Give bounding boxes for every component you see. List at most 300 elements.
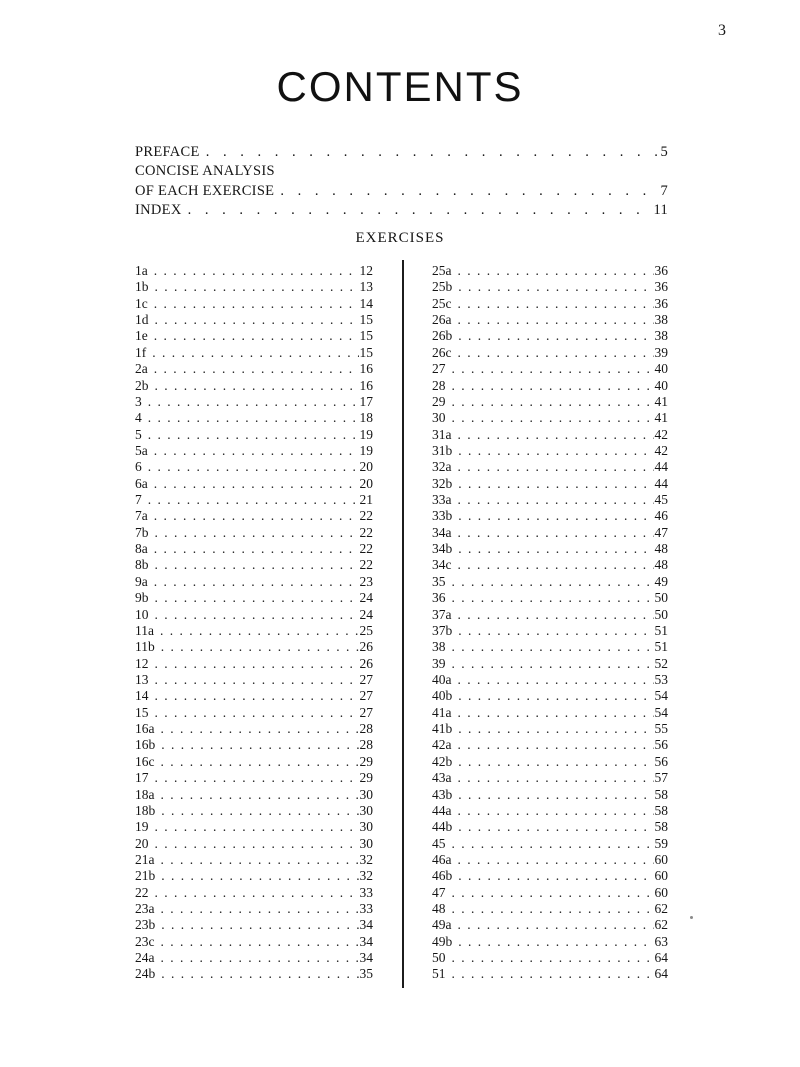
entry-page: 29 — [359, 753, 373, 769]
entry-page: 11 — [653, 201, 668, 218]
toc-entry — [432, 836, 668, 852]
toc-entry — [135, 688, 373, 704]
entry-label: 17 — [135, 770, 149, 786]
toc-entry — [135, 312, 373, 328]
dot-leader — [155, 378, 359, 394]
entry-label: 42b — [432, 753, 453, 769]
entry-label: 3 — [135, 393, 142, 409]
entry-label: CONCISE ANALYSIS — [135, 163, 275, 180]
dot-leader — [458, 525, 654, 541]
dot-leader — [458, 312, 654, 328]
entry-page: 53 — [654, 671, 668, 687]
entry-label: 25a — [432, 263, 452, 278]
entry-page: 38 — [654, 328, 668, 344]
entry-label: 9b — [135, 590, 149, 606]
toc-entry — [432, 525, 668, 541]
dot-leader — [148, 459, 359, 475]
toc-entry — [135, 754, 373, 770]
toc-entry — [135, 279, 373, 295]
entry-page: 15 — [359, 312, 373, 328]
dot-leader — [148, 427, 359, 443]
entry-label: 41a — [432, 704, 452, 720]
dot-leader — [161, 803, 358, 819]
toc-entry — [432, 901, 668, 917]
entry-label: 5a — [135, 442, 148, 458]
entry-label: 26c — [432, 344, 452, 360]
entry-label: 23c — [135, 933, 155, 949]
entry-label: 2b — [135, 377, 149, 393]
entry-label: 38 — [432, 639, 446, 655]
dot-leader — [154, 296, 359, 312]
entry-page: 28 — [359, 721, 373, 737]
toc-entry — [135, 770, 373, 786]
entry-label: 43a — [432, 770, 452, 786]
dot-leader — [458, 819, 653, 835]
dot-leader — [458, 770, 654, 786]
entry-page: 64 — [654, 950, 668, 966]
entry-page: 17 — [359, 393, 373, 409]
toc-entry — [432, 607, 668, 623]
entry-label: 51 — [432, 966, 446, 982]
dot-leader — [155, 819, 359, 835]
dot-leader — [458, 328, 653, 344]
toc-entry — [432, 656, 668, 672]
dot-leader — [155, 557, 359, 573]
dot-leader — [154, 476, 359, 492]
dot-leader — [161, 721, 359, 737]
entry-page: 24 — [359, 606, 373, 622]
entry-label: 13 — [135, 671, 149, 687]
dot-leader — [458, 541, 653, 557]
entry-label: 24b — [135, 966, 156, 982]
toc-entry — [432, 296, 668, 312]
toc-entry — [432, 410, 668, 426]
toc-entry — [432, 639, 668, 655]
dot-leader — [155, 885, 359, 901]
dot-leader — [148, 410, 359, 426]
entry-label: 37a — [432, 606, 452, 622]
entry-label: INDEX — [135, 201, 182, 218]
toc-entry — [432, 361, 668, 377]
dot-leader — [458, 852, 654, 868]
toc-entry — [135, 361, 373, 377]
entry-page: 39 — [654, 344, 668, 360]
entry-label: 32b — [432, 475, 453, 491]
entry-label: 31a — [432, 426, 452, 442]
entry-label: 33b — [432, 508, 453, 524]
dot-leader — [458, 934, 653, 950]
entry-label: 27 — [432, 361, 446, 377]
dot-leader — [155, 590, 359, 606]
dot-leader — [155, 279, 359, 295]
dot-leader — [458, 623, 653, 639]
entry-page: 64 — [654, 966, 668, 982]
toc-entry — [135, 394, 373, 410]
entry-page: 54 — [654, 704, 668, 720]
entry-label: 48 — [432, 901, 446, 917]
toc-entry — [135, 508, 373, 524]
dot-leader — [155, 312, 359, 328]
entry-page: 62 — [654, 917, 668, 933]
dot-leader — [452, 590, 654, 606]
entry-page: 41 — [654, 410, 668, 426]
entry-page: 60 — [654, 884, 668, 900]
entry-label: 16b — [135, 737, 156, 753]
entry-label: 34c — [432, 557, 452, 573]
toc-entry — [432, 885, 668, 901]
dot-leader — [154, 508, 359, 524]
dot-leader — [154, 361, 359, 377]
dot-leader — [458, 607, 654, 623]
entry-page: 27 — [359, 704, 373, 720]
entry-label: 46a — [432, 851, 452, 867]
entry-label: 15 — [135, 704, 149, 720]
entry-label: 21b — [135, 868, 156, 884]
toc-entry — [135, 201, 668, 220]
entry-label: 34a — [432, 524, 452, 540]
toc-entry — [432, 737, 668, 753]
toc-entry — [135, 410, 373, 426]
entry-page: 36 — [654, 263, 668, 278]
entry-page: 30 — [359, 835, 373, 851]
entry-page: 56 — [654, 753, 668, 769]
dot-leader — [458, 737, 654, 753]
entry-page: 45 — [654, 492, 668, 508]
entry-label: 36 — [432, 590, 446, 606]
toc-entry — [135, 607, 373, 623]
dot-leader — [206, 143, 660, 162]
entry-page: 48 — [654, 557, 668, 573]
entry-label: 8b — [135, 557, 149, 573]
toc-entry — [432, 754, 668, 770]
entry-label: 7b — [135, 524, 149, 540]
toc-entry — [135, 525, 373, 541]
entry-label: 10 — [135, 606, 149, 622]
toc-entry — [135, 427, 373, 443]
entry-page: 49 — [654, 573, 668, 589]
toc-entry — [135, 476, 373, 492]
dot-leader — [155, 770, 359, 786]
entry-label: 11b — [135, 639, 155, 655]
toc-entry — [432, 459, 668, 475]
entry-page: 30 — [359, 786, 373, 802]
entry-page: 19 — [359, 442, 373, 458]
scan-artifact-dot — [690, 916, 693, 919]
toc-entry — [135, 143, 668, 162]
dot-leader — [458, 345, 654, 361]
entry-label: 1a — [135, 263, 148, 278]
dot-leader — [161, 966, 358, 982]
entry-label: 1d — [135, 312, 149, 328]
entry-page: 46 — [654, 508, 668, 524]
entry-label: 25b — [432, 279, 453, 295]
entry-label: 25c — [432, 295, 452, 311]
entry-label: 6a — [135, 475, 148, 491]
dot-leader — [458, 672, 654, 688]
toc-entry — [135, 885, 373, 901]
toc-entry — [135, 934, 373, 950]
toc-entry — [135, 705, 373, 721]
entry-label: 26b — [432, 328, 453, 344]
entry-page: 57 — [654, 770, 668, 786]
entry-page: 16 — [359, 377, 373, 393]
entry-page: 60 — [654, 868, 668, 884]
dot-leader — [458, 721, 653, 737]
entry-page: 51 — [654, 622, 668, 638]
dot-leader — [458, 705, 654, 721]
entry-label: 50 — [432, 950, 446, 966]
entry-label: 9a — [135, 573, 148, 589]
entry-label: 26a — [432, 312, 452, 328]
toc-entry — [432, 819, 668, 835]
toc-entry — [135, 182, 668, 201]
toc-entry — [432, 394, 668, 410]
dot-leader — [154, 443, 359, 459]
entry-label: 24a — [135, 950, 155, 966]
toc-entry — [135, 672, 373, 688]
dot-leader — [280, 182, 659, 201]
entry-label: 29 — [432, 393, 446, 409]
dot-leader — [452, 394, 654, 410]
toc-entry — [135, 737, 373, 753]
entry-label: 33a — [432, 492, 452, 508]
entry-label: 2a — [135, 361, 148, 377]
entry-label: 19 — [135, 819, 149, 835]
dot-leader — [458, 557, 654, 573]
toc-entry — [432, 721, 668, 737]
entry-label: 46b — [432, 868, 453, 884]
entry-page: 33 — [359, 884, 373, 900]
toc-entry — [432, 950, 668, 966]
entry-label: 16c — [135, 753, 155, 769]
entry-page: 33 — [359, 901, 373, 917]
entry-page: 48 — [654, 541, 668, 557]
entry-page: 18 — [359, 410, 373, 426]
entry-label: 49b — [432, 933, 453, 949]
dot-leader — [161, 737, 358, 753]
entry-label: 1f — [135, 344, 147, 360]
entry-label: 14 — [135, 688, 149, 704]
dot-leader — [458, 787, 653, 803]
toc-entry — [432, 345, 668, 361]
exercise-list-left — [135, 263, 373, 983]
entry-label: 4 — [135, 410, 142, 426]
dot-leader — [458, 917, 654, 933]
toc-entry — [432, 917, 668, 933]
toc-entry — [432, 868, 668, 884]
dot-leader — [452, 885, 654, 901]
dot-leader — [452, 656, 654, 672]
entry-page: 56 — [654, 737, 668, 753]
dot-leader — [452, 966, 654, 982]
toc-entry — [432, 590, 668, 606]
dot-leader — [148, 492, 359, 508]
entry-label: 20 — [135, 835, 149, 851]
entry-label: 43b — [432, 786, 453, 802]
dot-leader — [458, 476, 653, 492]
dot-leader — [155, 672, 359, 688]
entry-page: 15 — [359, 328, 373, 344]
toc-entry — [135, 639, 373, 655]
dot-leader — [155, 836, 359, 852]
entry-label: 18a — [135, 786, 155, 802]
entry-label: 40b — [432, 688, 453, 704]
dot-leader — [155, 688, 359, 704]
page-title: CONTENTS — [276, 63, 524, 110]
entry-label: 34b — [432, 541, 453, 557]
entry-page: 47 — [654, 524, 668, 540]
entry-label: 6 — [135, 459, 142, 475]
toc-entry — [135, 950, 373, 966]
toc-entry — [135, 852, 373, 868]
dot-leader — [188, 201, 653, 220]
toc-entry — [432, 476, 668, 492]
dot-leader — [458, 443, 653, 459]
toc-entry — [135, 721, 373, 737]
toc-entry — [432, 688, 668, 704]
dot-leader — [452, 410, 654, 426]
entry-label: 45 — [432, 835, 446, 851]
entry-page: 23 — [359, 573, 373, 589]
entry-page: 60 — [654, 851, 668, 867]
dot-leader — [458, 868, 653, 884]
entry-page: 13 — [359, 279, 373, 295]
toc-entry — [135, 803, 373, 819]
dot-leader — [458, 803, 654, 819]
dot-leader — [161, 868, 358, 884]
entry-label: 44b — [432, 819, 453, 835]
entry-page: 22 — [359, 508, 373, 524]
toc-entry — [432, 787, 668, 803]
entry-label: 8a — [135, 541, 148, 557]
toc-entry — [135, 590, 373, 606]
entry-label: 18b — [135, 802, 156, 818]
entry-page: 50 — [654, 590, 668, 606]
entry-page: 52 — [654, 655, 668, 671]
entry-label: 23a — [135, 901, 155, 917]
entry-label: PREFACE — [135, 144, 200, 160]
dot-leader — [458, 688, 653, 704]
entry-page: 28 — [359, 737, 373, 753]
dot-leader — [161, 852, 359, 868]
dot-leader — [452, 574, 654, 590]
entry-label: 5 — [135, 426, 142, 442]
dot-leader — [452, 950, 654, 966]
toc-entry — [135, 459, 373, 475]
toc-entry — [432, 623, 668, 639]
toc-entry — [135, 557, 373, 573]
entry-label: 21a — [135, 851, 155, 867]
entry-label: 32a — [432, 459, 452, 475]
toc-entry — [432, 574, 668, 590]
entry-label: 1c — [135, 295, 148, 311]
entry-page: 50 — [654, 606, 668, 622]
dot-leader — [458, 508, 653, 524]
toc-entry — [135, 868, 373, 884]
entry-label: 23b — [135, 917, 156, 933]
entry-page: 35 — [359, 966, 373, 982]
dot-leader — [155, 607, 359, 623]
entry-page: 15 — [359, 344, 373, 360]
toc-entry — [135, 836, 373, 852]
toc-entry — [432, 672, 668, 688]
entry-page: 51 — [654, 639, 668, 655]
entry-page: 22 — [359, 557, 373, 573]
entry-page: 20 — [359, 475, 373, 491]
dot-leader — [458, 263, 654, 279]
dot-leader — [154, 574, 359, 590]
entry-page: 42 — [654, 426, 668, 442]
toc-entry — [135, 656, 373, 672]
entry-page: 40 — [654, 361, 668, 377]
entry-label: 1e — [135, 328, 148, 344]
toc-entry — [432, 263, 668, 279]
entry-label: 28 — [432, 377, 446, 393]
entry-page: 27 — [359, 688, 373, 704]
entry-label: 7 — [135, 492, 142, 508]
entry-page: 24 — [359, 590, 373, 606]
entry-label: 44a — [432, 802, 452, 818]
toc-entry — [135, 623, 373, 639]
entry-page: 29 — [359, 770, 373, 786]
dot-leader — [161, 639, 359, 655]
toc-entry — [432, 770, 668, 786]
entry-label: 7a — [135, 508, 148, 524]
entry-page: 34 — [359, 917, 373, 933]
dot-leader — [152, 345, 358, 361]
dot-leader — [160, 623, 359, 639]
dot-leader — [458, 296, 654, 312]
entry-page: 30 — [359, 802, 373, 818]
dot-leader — [452, 901, 654, 917]
dot-leader — [452, 639, 654, 655]
dot-leader — [154, 541, 359, 557]
entry-page: 40 — [654, 377, 668, 393]
entry-label: 16a — [135, 721, 155, 737]
entry-page: 38 — [654, 312, 668, 328]
entry-page: 58 — [654, 786, 668, 802]
toc-entry — [432, 492, 668, 508]
dot-leader — [452, 361, 654, 377]
dot-leader — [458, 279, 653, 295]
toc-entry — [135, 966, 373, 982]
entry-page: 7 — [660, 182, 668, 199]
entry-page: 62 — [654, 901, 668, 917]
entry-page: 34 — [359, 950, 373, 966]
entry-label: 35 — [432, 573, 446, 589]
front-matter-list — [135, 143, 668, 220]
entry-page: 14 — [359, 295, 373, 311]
dot-leader — [452, 378, 654, 394]
entry-page: 55 — [654, 721, 668, 737]
entry-page: 26 — [359, 655, 373, 671]
entry-label: 39 — [432, 655, 446, 671]
entry-label: 11a — [135, 622, 154, 638]
toc-entry — [432, 328, 668, 344]
toc-entry — [432, 934, 668, 950]
dot-leader — [458, 459, 654, 475]
folio-page-number: 3 — [718, 22, 727, 39]
toc-entry — [135, 162, 668, 181]
exercise-list-right — [432, 263, 668, 983]
entry-page: 41 — [654, 393, 668, 409]
toc-entry — [432, 966, 668, 982]
toc-entry — [135, 787, 373, 803]
dot-leader — [155, 705, 359, 721]
dot-leader — [161, 950, 359, 966]
toc-entry — [432, 803, 668, 819]
entry-page: 12 — [359, 263, 373, 278]
